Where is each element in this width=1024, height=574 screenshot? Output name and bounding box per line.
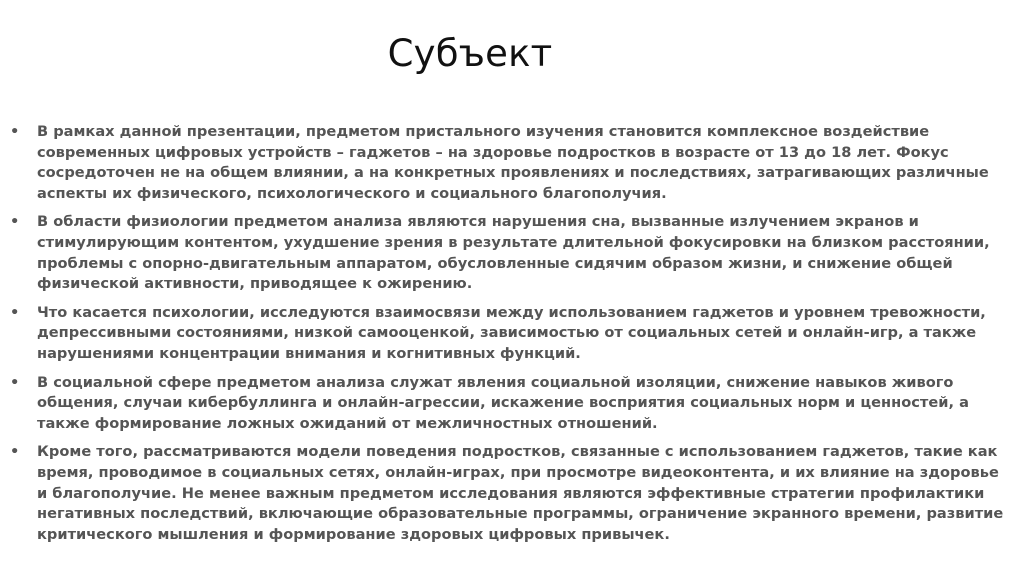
bullet-text: Что касается психологии, исследуются взаимосвязи между использованием гаджетов и уровнем тревожности, депрессивными состояниями, низкой самооценкой, зависимостью от социальных сетей и онлайн-игр, а также нарушениями концентрации внимания и когнитивных функций. bbox=[37, 303, 986, 362]
slide-title: Субъект bbox=[387, 32, 553, 75]
bullet-marker: • bbox=[10, 443, 20, 461]
bullet-item bbox=[10, 442, 1004, 545]
bullet-item bbox=[10, 122, 1004, 204]
bullet-marker: • bbox=[10, 373, 20, 391]
bullet-text: В области физиологии предметом анализа являются нарушения сна, вызванные излучением экранов и стимулирующим контентом, ухудшение зрения в результате длительной фокусировки на близком расстоянии, проблемы с опорно-двигательным аппаратом, обусловленные сидячим образом жизни, и снижение общей физической активности, приводящее к ожирению. bbox=[37, 213, 990, 293]
bullet-item bbox=[10, 373, 1004, 435]
bullet-item bbox=[10, 212, 1004, 294]
bullet-text: В социальной сфере предметом анализа служат явления социальной изоляции, снижение навыков живого общения, случаи кибербуллинга и онлайн-агрессии, искажение восприятия социальных норм и ценностей, а также формирование ложных ожиданий от межличностных отношений. bbox=[37, 373, 969, 432]
bullet-item bbox=[10, 303, 1004, 365]
bullet-marker: • bbox=[10, 303, 20, 321]
bullet-text: В рамках данной презентации, предметом пристального изучения становится комплексное воздействие современных цифровых устройств – гаджетов – на здоровье подростков в возрасте от 13 до 18 лет. Фокус сосредоточен не на общем влиянии, а на конкретных проявлениях и последствиях, затрагивающих различные аспекты их физического, психологического и социального благополучия. bbox=[37, 123, 989, 202]
bullet-text: Кроме того, рассматриваются модели поведения подростков, связанные с использованием гаджетов, такие как время, проводимое в социальных сетях, онлайн-играх, при просмотре видеоконтента, и их влияние на здоровье и благополучие. Не менее важным предметом исследования являются эффективные стратегии профилактики негативных последствий, включающие образовательные программы, ограничение экранного времени, развитие критического мышления и формирование здоровых цифровых привычек. bbox=[37, 443, 1004, 543]
bullet-marker: • bbox=[10, 123, 20, 140]
bullet-list bbox=[10, 122, 1004, 553]
bullet-marker: • bbox=[10, 213, 20, 231]
